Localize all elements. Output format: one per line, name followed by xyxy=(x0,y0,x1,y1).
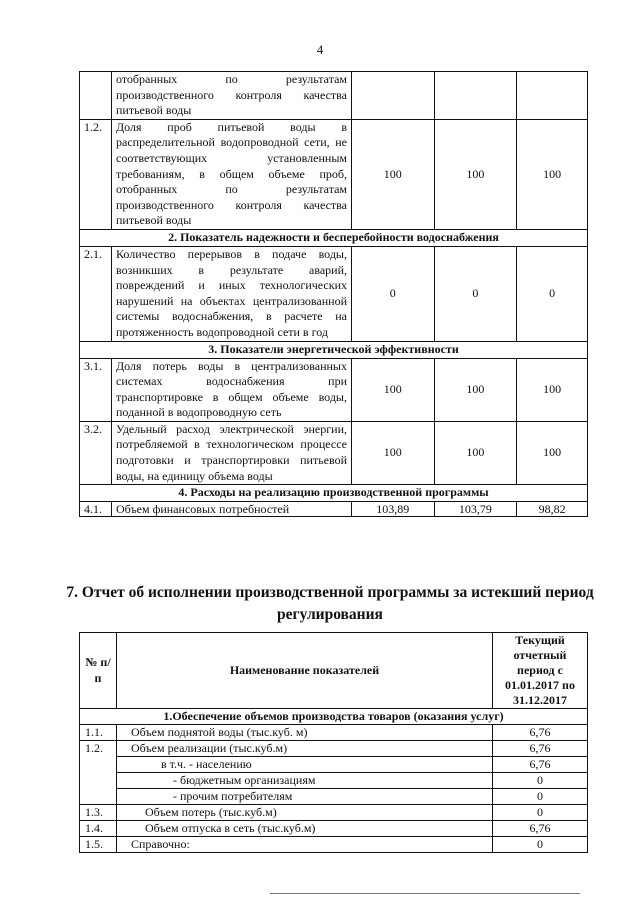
indicator-value xyxy=(352,72,435,120)
table-header-row xyxy=(80,633,588,709)
table-row xyxy=(80,72,588,120)
section-title: 2. Показатель надежности и бесперебойности водоснабжения xyxy=(80,229,588,246)
indicator-name: отобранных по результатам производственного контроля качества питьевой воды xyxy=(112,72,352,120)
indicator-value: 0 xyxy=(434,246,517,341)
indicator-value: 6,76 xyxy=(493,725,588,741)
row-number: 1.4. xyxy=(80,821,117,837)
indicator-value: 6,76 xyxy=(493,741,588,757)
indicators-table xyxy=(79,71,588,517)
indicator-name: - прочим потребителям xyxy=(117,789,493,805)
row-number xyxy=(80,72,112,120)
table-row xyxy=(80,757,588,773)
indicator-value: 0 xyxy=(517,246,588,341)
indicator-value: 100 xyxy=(434,421,517,484)
col-header-value: Текущий отчетный период с 01.01.2017 по 31.12.2017 xyxy=(493,633,588,709)
indicator-value: 100 xyxy=(517,119,588,229)
table-row xyxy=(80,119,588,229)
indicator-value: 0 xyxy=(493,773,588,789)
table-row xyxy=(80,805,588,821)
indicator-name: Объем потерь (тыс.куб.м) xyxy=(117,805,493,821)
indicator-value xyxy=(434,72,517,120)
indicator-value: 6,76 xyxy=(493,757,588,773)
row-number: 3.2. xyxy=(80,421,112,484)
indicator-name: - бюджетным организациям xyxy=(117,773,493,789)
indicator-value: 0 xyxy=(493,837,588,853)
table-row xyxy=(80,789,588,805)
indicator-value: 103,79 xyxy=(434,502,517,517)
section-row xyxy=(80,709,588,725)
row-number: 1.2. xyxy=(80,119,112,229)
indicator-name: Объем финансовых потребностей xyxy=(112,502,352,517)
table-row xyxy=(80,725,588,741)
row-number: 3.1. xyxy=(80,358,112,421)
section-row xyxy=(80,229,588,246)
row-number: 1.3. xyxy=(80,805,117,821)
indicator-name: Доля проб питьевой воды в распределительной водопроводной сети, не соответствующих установленным требованиям, в общем объеме проб, отобранных по результатам производственного контроля качества питьевой воды xyxy=(112,119,352,229)
section-row xyxy=(80,485,588,502)
indicator-value: 0 xyxy=(493,789,588,805)
indicator-value: 100 xyxy=(517,358,588,421)
indicator-value xyxy=(517,72,588,120)
table-row xyxy=(80,773,588,789)
table-row xyxy=(80,741,588,757)
row-number: 2.1. xyxy=(80,246,112,341)
program-report-table xyxy=(79,632,588,853)
table-row xyxy=(80,821,588,837)
section-title: 3. Показатели энергетической эффективности xyxy=(80,341,588,358)
indicator-value: 0 xyxy=(352,246,435,341)
table-row xyxy=(80,358,588,421)
row-number: 4.1. xyxy=(80,502,112,517)
row-number: 1.5. xyxy=(80,837,117,853)
indicator-value: 98,82 xyxy=(517,502,588,517)
indicator-value: 100 xyxy=(352,358,435,421)
table-row xyxy=(80,421,588,484)
indicator-value: 100 xyxy=(352,421,435,484)
section-title: 4. Расходы на реализацию производственной программы xyxy=(80,485,588,502)
indicator-value: 100 xyxy=(434,119,517,229)
section-row xyxy=(80,341,588,358)
table-row xyxy=(80,837,588,853)
indicator-name: Удельный расход электрической энергии, потребляемой в технологическом процессе подготовки и транспортировки питьевой воды, на единицу объема воды xyxy=(112,421,352,484)
row-number: 1.2. xyxy=(80,741,117,805)
indicator-name: в т.ч. - населению xyxy=(117,757,493,773)
indicator-value: 6,76 xyxy=(493,821,588,837)
page-number: 4 xyxy=(316,42,324,57)
indicator-name: Справочно: xyxy=(117,837,493,853)
indicator-name: Количество перерывов в подаче воды, возникших в результате аварий, повреждений и иных технологических нарушений на объектах централизованной системы водоснабжения, в расчете на протяженность водопроводной сети в год xyxy=(112,246,352,341)
indicator-value: 100 xyxy=(352,119,435,229)
col-header-num: № п/п xyxy=(80,633,117,709)
indicator-value: 100 xyxy=(434,358,517,421)
row-number: 1.1. xyxy=(80,725,117,741)
indicator-name: Объем отпуска в сеть (тыс.куб.м) xyxy=(117,821,493,837)
indicator-name: Объем реализации (тыс.куб.м) xyxy=(117,741,493,757)
section-title: 1.Обеспечение объемов производства товаров (оказания услуг) xyxy=(80,709,588,725)
indicator-name: Объем поднятой воды (тыс.куб. м) xyxy=(117,725,493,741)
col-header-name: Наименование показателей xyxy=(117,633,493,709)
table-row xyxy=(80,502,588,517)
indicator-name: Доля потерь воды в централизованных системах водоснабжения при транспортировке в общем объеме воды, поданной в водопроводную сеть xyxy=(112,358,352,421)
table-row xyxy=(80,246,588,341)
footer-rule xyxy=(270,893,580,894)
indicator-value: 103,89 xyxy=(352,502,435,517)
indicator-value: 0 xyxy=(493,805,588,821)
indicator-value: 100 xyxy=(517,421,588,484)
section-7-heading: 7. Отчет об исполнении производственной программы за истекший период регулирования xyxy=(66,584,594,623)
